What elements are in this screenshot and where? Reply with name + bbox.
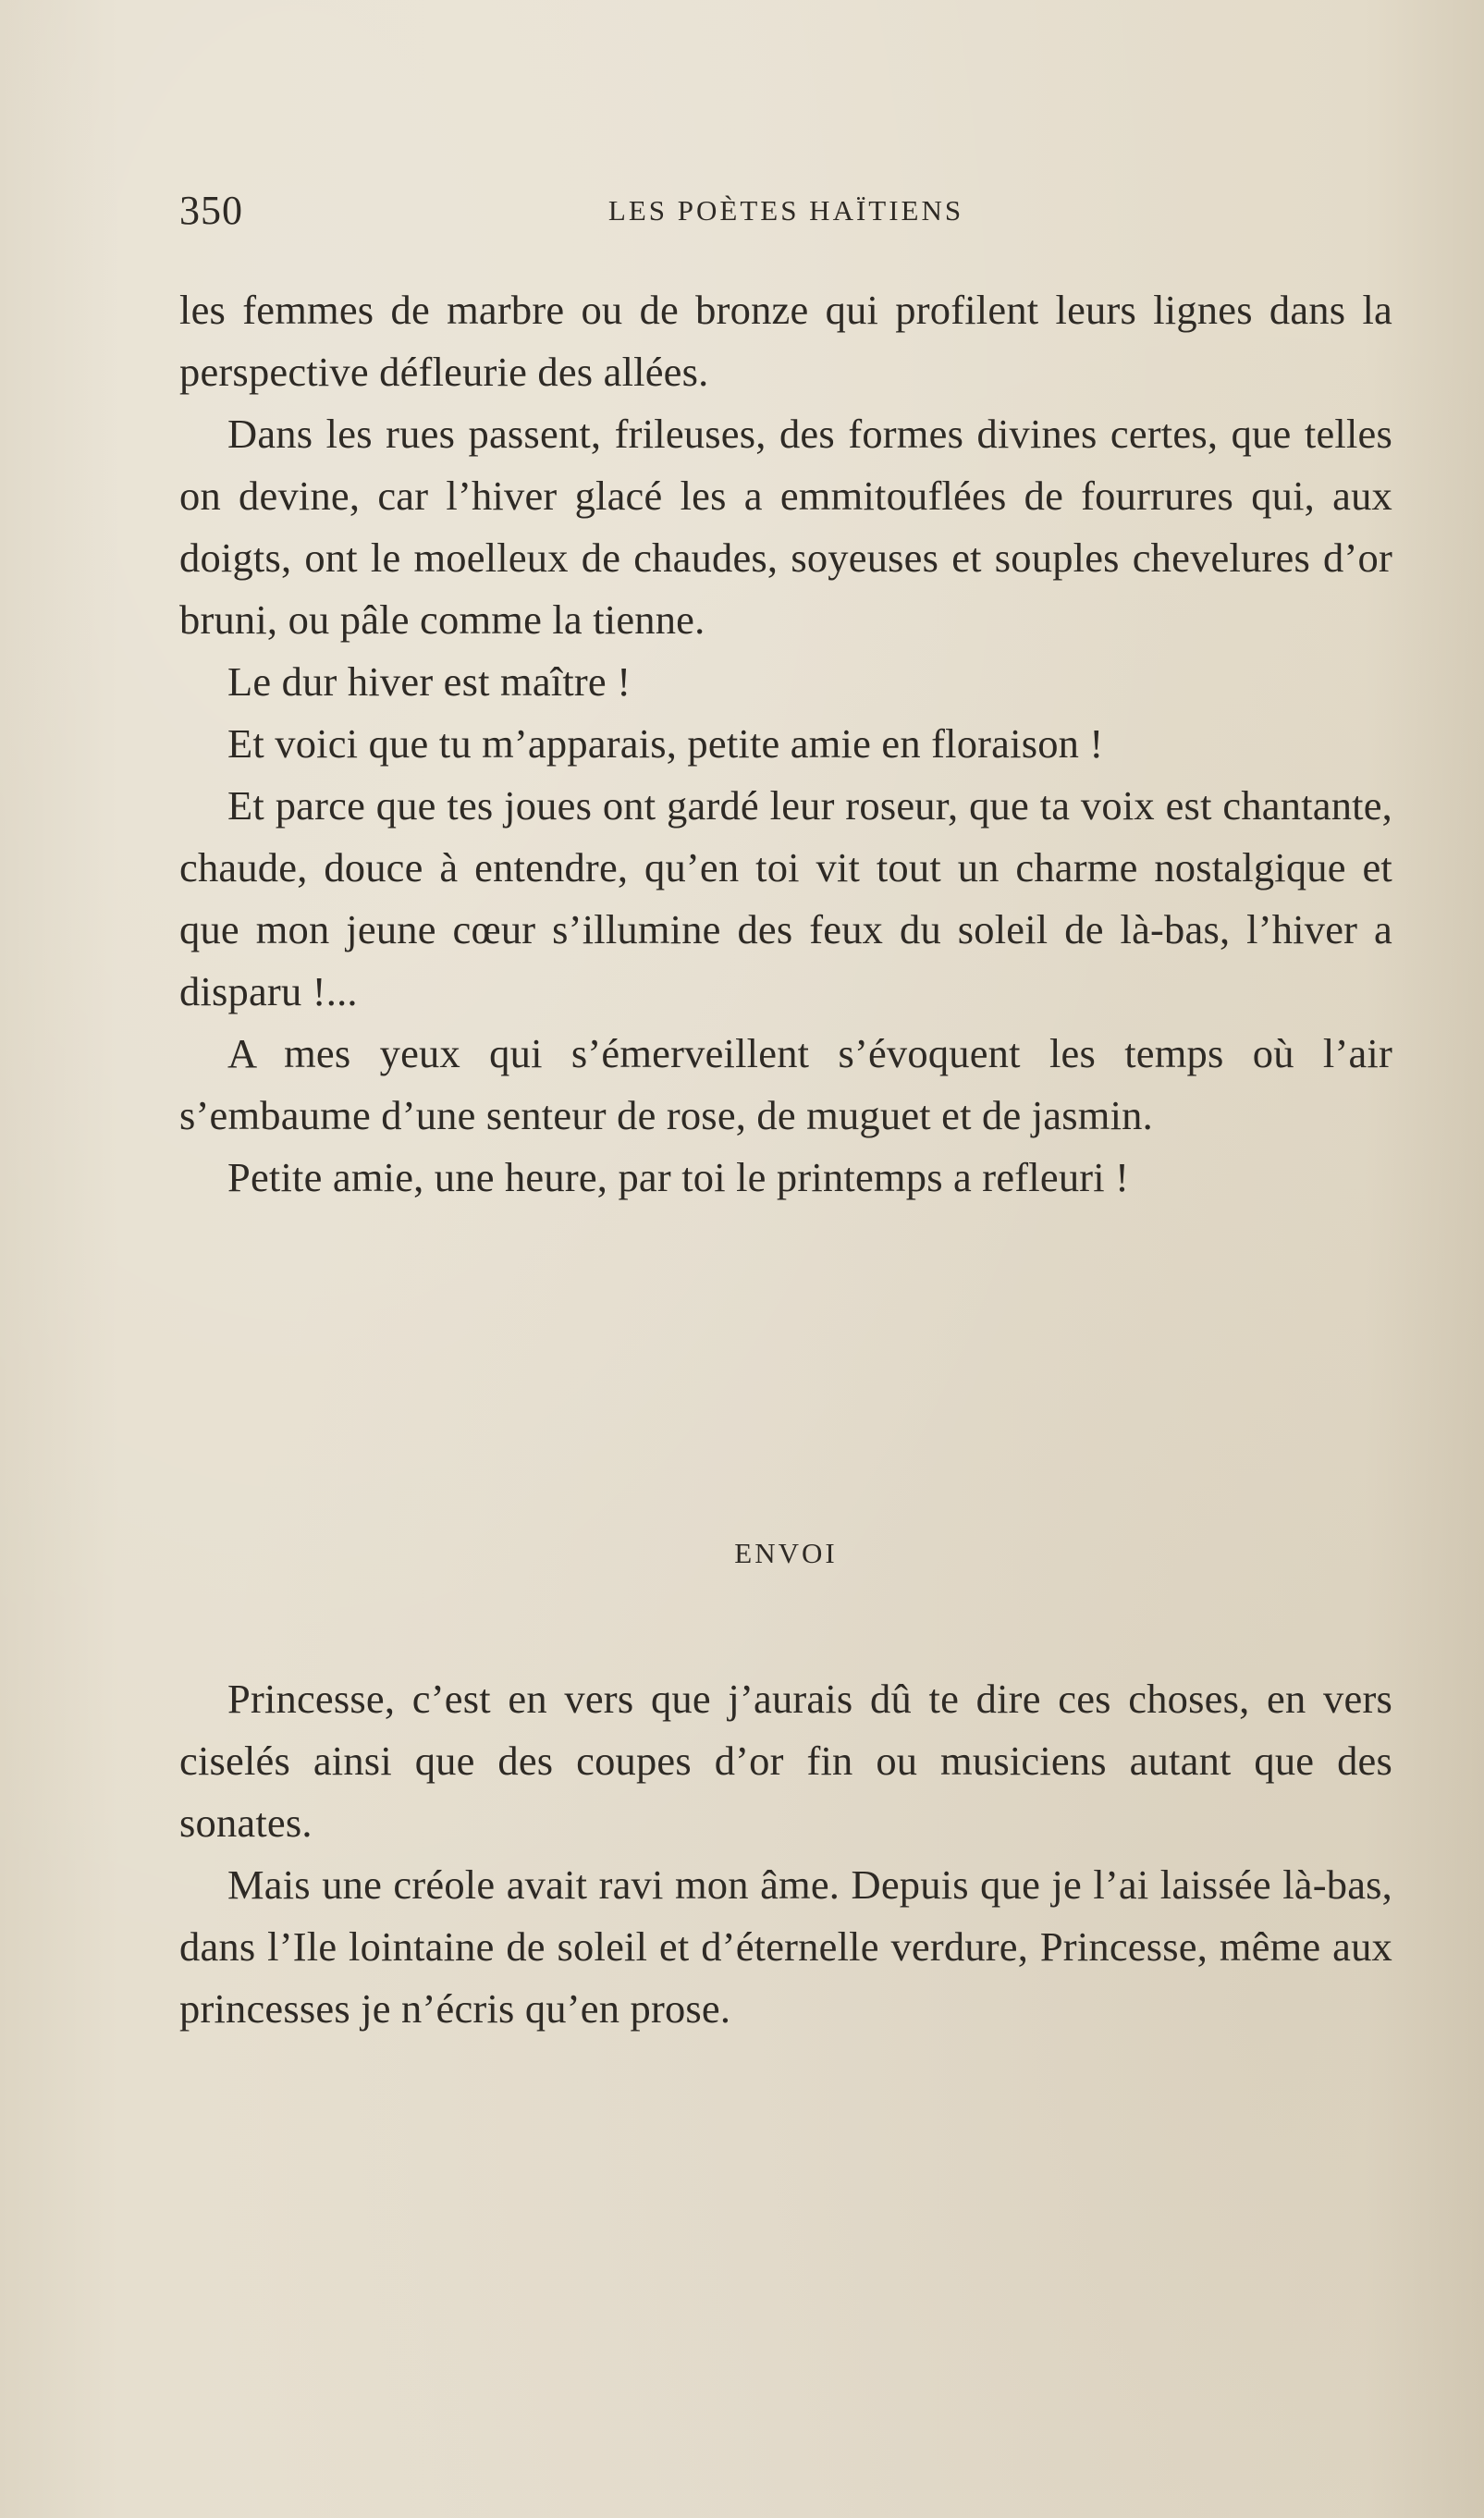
paragraph: Mais une créole avait ravi mon âme. Depuis que je l’ai laissée là-bas, dans l’Ile lointaine de soleil et d’éternelle verdure, Princesse, même aux princesses je n’écris qu’en prose. [179,1861,1392,2032]
paragraph: A mes yeux qui s’émerveillent s’évoquent les temps où l’air s’embaume d’une senteur de rose, de muguet et de jasmin. [179,1030,1392,1138]
envoi-text [179,1668,1392,2040]
page-number: 350 [179,188,243,233]
section-title-envoi: ENVOI [734,1537,838,1569]
paragraph: Et voici que tu m’apparais, petite amie en floraison ! [227,720,1104,767]
paragraph: Dans les rues passent, frileuses, des formes divines certes, que telles on devine, car l’hiver glacé les a emmitouflées de fourrures qui, aux doigts, ont le moelleux de chaudes, soyeuses et souples chevelures d’or bruni, ou pâle comme la tienne. [179,411,1392,643]
paragraph-continuation: les femmes de marbre ou de bronze qui profilent leurs lignes dans la perspective défleurie des allées. [179,287,1392,395]
paragraph: Le dur hiver est maître ! [227,658,632,705]
paragraph: Et parce que tes joues ont gardé leur roseur, que ta voix est chantante, chaude, douce à entendre, qu’en toi vit tout un charme nostalgique et que mon jeune cœur s’illumine des feux du soleil de là-bas, l’hiver a disparu !... [179,782,1392,1014]
paragraph: Petite amie, une heure, par toi le printemps a refleuri ! [227,1154,1130,1200]
running-title: LES POÈTES HAÏTIENS [607,194,964,227]
main-text [179,279,1392,1209]
page-header [179,181,1392,246]
paragraph: Princesse, c’est en vers que j’aurais dû te dire ces choses, en vers ciselés ainsi que des coupes d’or fin ou musiciens autant que des sonates. [179,1676,1392,1846]
